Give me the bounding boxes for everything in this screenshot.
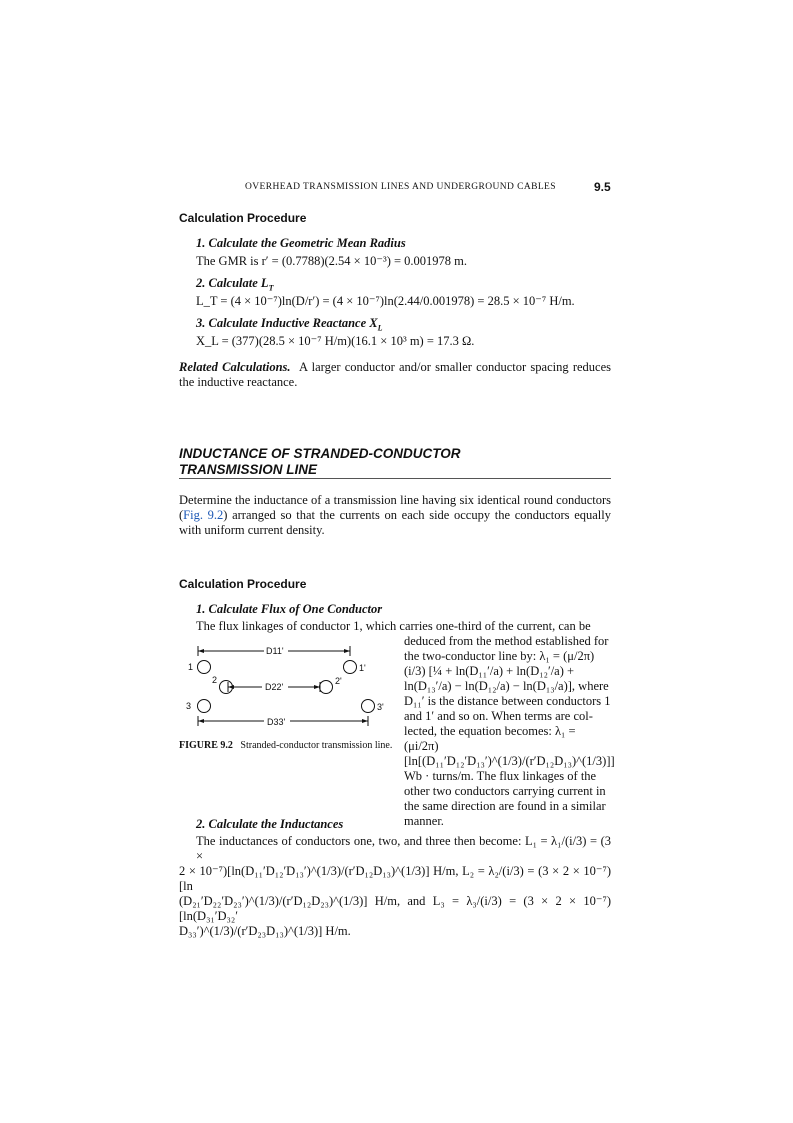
- label-2: 2: [212, 675, 218, 685]
- column-line: other two conductors carrying current in: [404, 784, 606, 798]
- label-1: 1: [188, 662, 194, 672]
- step1-text: The GMR is r′ = (0.7788)(2.54 × 10⁻³) = 0.001978 m.: [196, 254, 468, 268]
- column-line: D₁₁′ is the distance between conductors 1: [404, 694, 611, 708]
- related-calculations-text: A larger conductor and/or smaller conductor spacing reduces the inductive reactance.: [179, 360, 611, 389]
- conductor-3: [198, 700, 211, 713]
- step3-title-text: 3. Calculate Inductive Reactance X: [196, 316, 378, 330]
- d33-label: D33': [267, 717, 286, 727]
- column-line: manner.: [404, 814, 444, 828]
- column-line: lected, the equation becomes: λ₁ =: [404, 724, 576, 738]
- column-line: (μi/2π) [ln[(D₁₁′D₁₂′D₁₃′)^(1/3)/(r′D₁₂D₁₃)^(1/3)]]: [404, 739, 615, 768]
- column-line: (i/3) [¼ + ln(D₁₁′/a) + ln(D₁₂′/a) +: [404, 664, 575, 678]
- inductances-line: (D₂₁′D₂₂′D₂₃′)^(1/3)/(r′D₁₂D₂₃)^(1/3)] H/m, and L₃ = λ₃/(i/3) = (3 × 2 × 10⁻⁷) [ln(D₃₁′D₃₂′: [179, 894, 611, 923]
- label-3: 3: [186, 701, 192, 711]
- section-title-line2: TRANSMISSION LINE: [179, 462, 318, 477]
- running-header-title: OVERHEAD TRANSMISSION LINES AND UNDERGROUND CABLES: [245, 182, 556, 192]
- inductances-line: D₃₃′)^(1/3)/(r′D₂₃D₁₃)^(1/3)] H/m.: [179, 924, 351, 938]
- flux-step-lead: The flux linkages of conductor 1, which carries one-third of the current, can be: [196, 619, 591, 633]
- step2-title: [196, 276, 273, 293]
- d33-arrow-left: [198, 719, 204, 723]
- section-title-line1: INDUCTANCE OF STRANDED-CONDUCTOR: [179, 446, 461, 461]
- conductor-1-prime: [344, 661, 357, 674]
- flux-step-column: [404, 634, 615, 829]
- page-number: 9.5: [594, 180, 611, 194]
- step3-title-sub: L: [377, 323, 383, 333]
- conductor-2-prime: [320, 681, 333, 694]
- column-line: and 1′ and so on. When terms are col-: [404, 709, 593, 723]
- step1-title: 1. Calculate the Geometric Mean Radius: [196, 236, 406, 250]
- conductor-1: [198, 661, 211, 674]
- intro-paragraph: [179, 493, 611, 538]
- stranded-conductor-figure: [180, 640, 395, 735]
- column-line: ln(D₁₃′/a) − ln(D₁₂/a) − ln(D₁₃/a)], where: [404, 679, 609, 693]
- label-2-prime: 2': [335, 676, 342, 686]
- step3-text: X_L = (377)(28.5 × 10⁻⁷ H/m)(16.1 × 10³ m) = 17.3 Ω.: [196, 334, 475, 348]
- column-line: the two-conductor line by: λ₁ = (μ/2π): [404, 649, 595, 663]
- step2-title-text: 2. Calculate L: [196, 276, 269, 290]
- label-1-prime: 1': [359, 663, 366, 673]
- step2-text: L_T = (4 × 10⁻⁷)ln(D/r′) = (4 × 10⁻⁷)ln(2.44/0.001978) = 28.5 × 10⁻⁷ H/m.: [196, 294, 575, 308]
- intro-text-b: ) arranged so that the currents on each side occupy the conductors equally with uniform current density.: [179, 508, 611, 537]
- figure-caption-text: Stranded-conductor transmission line.: [240, 740, 393, 751]
- intro-text-a: Determine the inductance of a transmission line having six identical round conductors (: [179, 493, 611, 522]
- d11-label: D11': [266, 646, 284, 656]
- figure-reference-link[interactable]: Fig. 9.2: [183, 508, 224, 522]
- calculation-procedure-heading-2: Calculation Procedure: [179, 577, 307, 591]
- column-line: the same direction are found in a similar: [404, 799, 606, 813]
- inductances-paragraph: [179, 834, 611, 939]
- figure-caption-label: FIGURE 9.2: [179, 740, 233, 751]
- step3-title: [196, 316, 382, 333]
- d33-arrow-right: [362, 719, 368, 723]
- calculation-procedure-heading: Calculation Procedure: [179, 211, 307, 225]
- d11-arrow-right: [344, 649, 350, 653]
- section-title: [179, 446, 461, 478]
- related-calculations-paragraph: [179, 360, 611, 390]
- d22-arrow-right: [314, 685, 320, 689]
- inductances-line: 2 × 10⁻⁷)[ln(D₁₁′D₁₂′D₁₃′)^(1/3)/(r′D₁₂D₁₃)^(1/3)] H/m, L₂ = λ₂/(i/3) = (3 × 2 × 10⁻⁷) [ln: [179, 864, 611, 893]
- conductor-3-prime: [362, 700, 375, 713]
- label-3-prime: 3': [377, 702, 384, 712]
- section-rule: [179, 478, 611, 479]
- inductances-step-title: 2. Calculate the Inductances: [196, 817, 344, 831]
- step2-title-sub: T: [268, 283, 274, 293]
- d11-arrow-left: [198, 649, 204, 653]
- flux-step-title: 1. Calculate Flux of One Conductor: [196, 602, 383, 616]
- column-line: deduced from the method established for: [404, 634, 609, 648]
- figure-caption: [179, 740, 394, 752]
- inductances-line: The inductances of conductors one, two, and three then become: L₁ = λ₁/(i/3) = (3 ×: [196, 834, 611, 863]
- d22-arrow-left: [228, 685, 234, 689]
- d22-label: D22': [265, 682, 284, 692]
- column-line: Wb · turns/m. The flux linkages of the: [404, 769, 597, 783]
- related-calculations-label: Related Calculations.: [179, 360, 291, 374]
